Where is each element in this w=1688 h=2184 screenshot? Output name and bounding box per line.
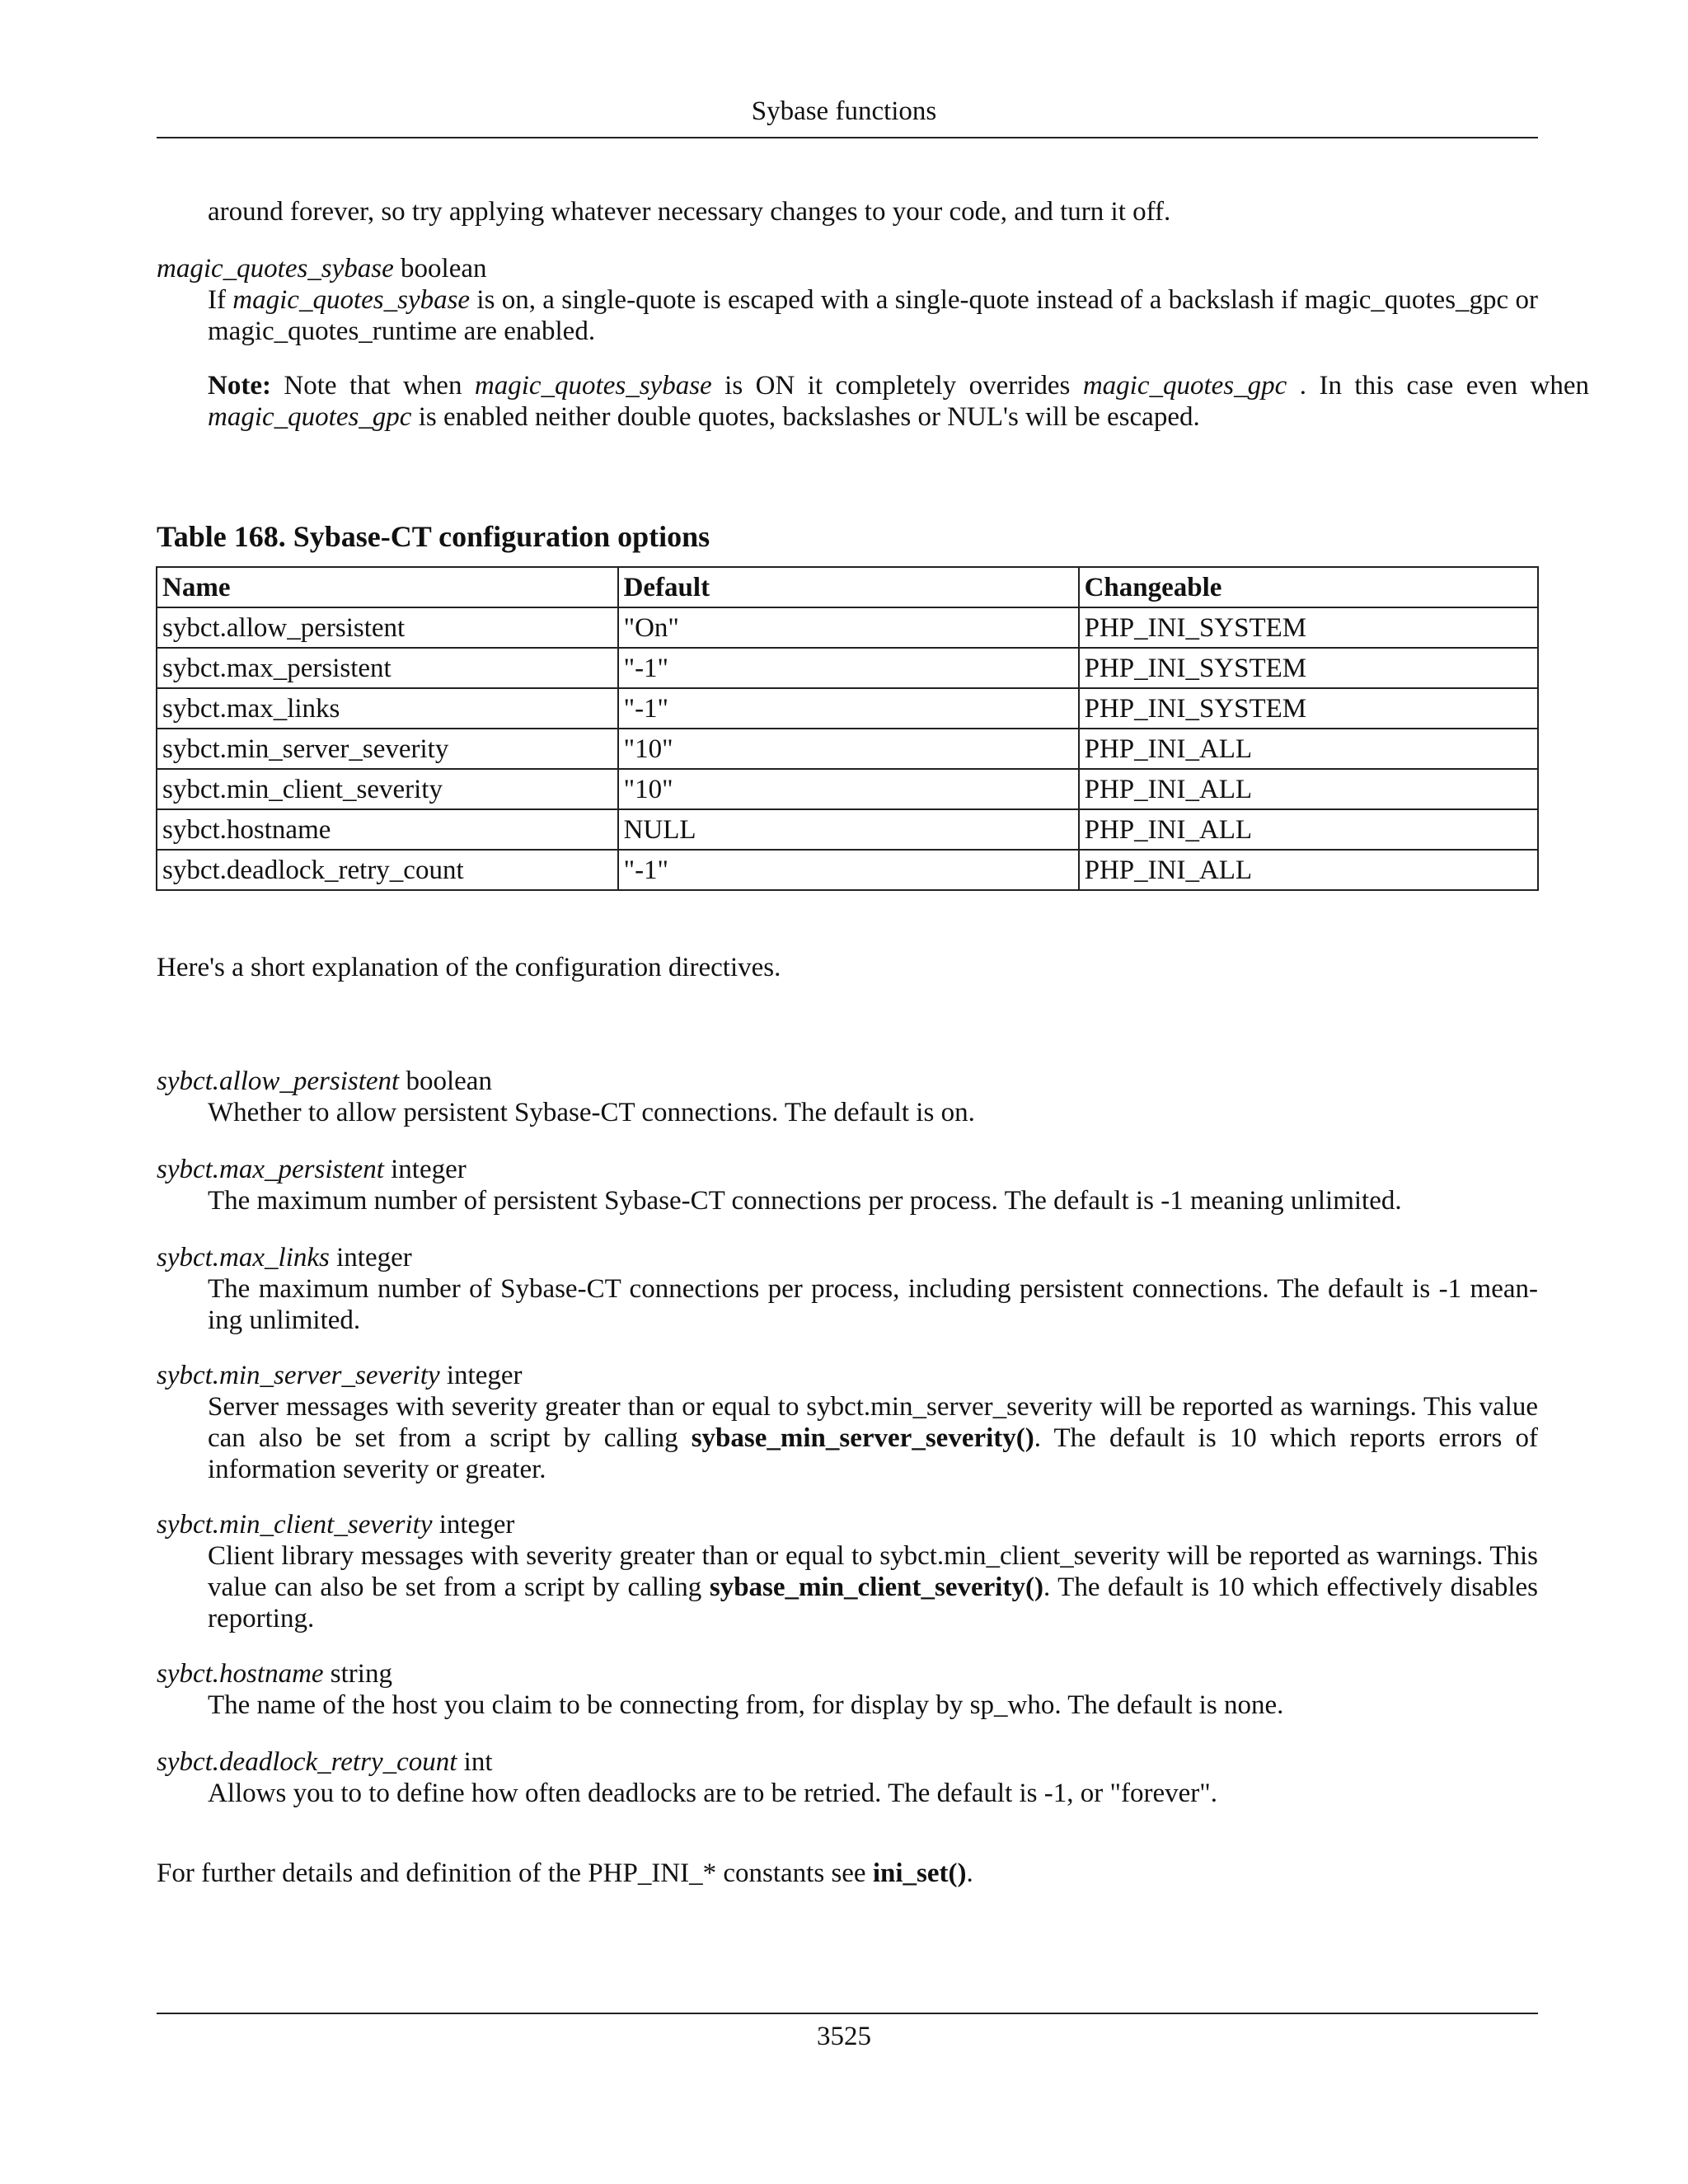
footer-rule <box>157 2013 1538 2014</box>
table-row <box>157 607 1538 648</box>
directive-entry <box>157 1066 1538 1128</box>
table-cell: "-1" <box>618 850 1079 890</box>
table-cell: PHP_INI_ALL <box>1079 729 1538 769</box>
table-row <box>157 729 1538 769</box>
column-header: Changeable <box>1079 567 1538 607</box>
table-cell: sybct.min_server_severity <box>157 729 618 769</box>
directive-description: If magic_quotes_sybase is on, a single-quote is escaped with a single-quote instead of a backslash if magic_quotes_gpc or magic_quotes_runtime are enabled. <box>208 285 1538 346</box>
directive-description: Server messages with severity greater than or equal to sybct.min_server_severity will be reported as warnings. This value can also be set from a script by calling sybase_min_server_severity(). The default is 10 which reports errors of information severity or greater. <box>208 1392 1538 1484</box>
table-cell: PHP_INI_SYSTEM <box>1079 688 1538 729</box>
header-rule <box>157 137 1538 138</box>
table-cell: "10" <box>618 769 1079 809</box>
note-paragraph: Note: Note that when magic_quotes_sybase is ON it completely overrides magic_quotes_gpc . In this case even when magic_quotes_gpc is enabled neither double quotes, backslashes or NUL's will be escaped. <box>208 371 1589 432</box>
config-table <box>156 566 1539 891</box>
directive-entry <box>157 1658 1538 1721</box>
directive-entry <box>157 1746 1538 1809</box>
table-cell: PHP_INI_ALL <box>1079 850 1538 890</box>
directive-term: sybct.allow_persistent <box>157 1066 400 1096</box>
table-cell: sybct.deadlock_retry_count <box>157 850 618 890</box>
directive-entry <box>157 1509 1538 1634</box>
table-cell: PHP_INI_ALL <box>1079 809 1538 850</box>
directive-term: sybct.max_persistent <box>157 1155 384 1184</box>
column-header: Name <box>157 567 618 607</box>
page-number: 3525 <box>817 2022 871 2051</box>
table-cell: sybct.min_client_severity <box>157 769 618 809</box>
footer-note: For further details and definition of the PHP_INI_* constants see ini_set(). <box>157 1858 973 1888</box>
table-cell: "-1" <box>618 648 1079 688</box>
table-row <box>157 809 1538 850</box>
function-link: sybase_min_server_severity() <box>691 1423 1034 1453</box>
table-title: Table 168. Sybase-CT configuration options <box>157 520 710 553</box>
directive-type: boolean <box>406 1066 492 1096</box>
directive-term: sybct.min_server_severity <box>157 1361 440 1390</box>
directive-type: string <box>330 1659 392 1689</box>
table-cell: "-1" <box>618 688 1079 729</box>
directive-term: sybct.max_links <box>157 1243 330 1272</box>
note-label: Note: <box>208 371 271 401</box>
directive-term: sybct.deadlock_retry_count <box>157 1747 457 1777</box>
directive-description: Whether to allow persistent Sybase-CT connections. The default is on. <box>208 1098 975 1127</box>
running-header: Sybase functions <box>751 96 937 126</box>
directive-type: integer <box>446 1361 523 1390</box>
directive-description: The maximum number of persistent Sybase-CT connections per process. The default is -1 meaning unlimited. <box>208 1186 1402 1216</box>
directive-type: int <box>463 1747 493 1777</box>
table-cell: "10" <box>618 729 1079 769</box>
directive-description: The maximum number of Sybase-CT connections per process, including persistent connections. The default is -1 mean-ing unlimited. <box>208 1274 1538 1335</box>
table-cell: "On" <box>618 607 1079 648</box>
directive-type: integer <box>336 1243 412 1272</box>
column-header: Default <box>618 567 1079 607</box>
directive-description: Client library messages with severity greater than or equal to sybct.min_client_severity will be reported as warnings. This value can also be set from a script by calling sybase_min_client_severity(). The default is 10 which effectively disables reporting. <box>208 1541 1538 1633</box>
intro-continuation: around forever, so try applying whatever necessary changes to your code, and turn it off. <box>208 197 1171 227</box>
directive-term: sybct.hostname <box>157 1659 324 1689</box>
table-cell: sybct.allow_persistent <box>157 607 618 648</box>
table-row <box>157 769 1538 809</box>
magic-quotes-sybase-entry <box>157 253 1538 347</box>
table-row <box>157 688 1538 729</box>
table-cell: sybct.hostname <box>157 809 618 850</box>
table-cell: sybct.max_persistent <box>157 648 618 688</box>
directive-term: sybct.min_client_severity <box>157 1510 433 1540</box>
table-cell: NULL <box>618 809 1079 850</box>
table-cell: PHP_INI_SYSTEM <box>1079 607 1538 648</box>
table-cell: PHP_INI_ALL <box>1079 769 1538 809</box>
directive-type: integer <box>391 1155 467 1184</box>
directive-type: boolean <box>401 254 487 284</box>
directive-description: Allows you to to define how often deadlocks are to be retried. The default is -1, or "forever". <box>208 1779 1217 1808</box>
table-row <box>157 850 1538 890</box>
function-link: sybase_min_client_severity() <box>709 1572 1043 1602</box>
directive-entry <box>157 1154 1538 1216</box>
table-row <box>157 648 1538 688</box>
directive-description: The name of the host you claim to be connecting from, for display by sp_who. The default is none. <box>208 1690 1284 1720</box>
directive-term-line <box>157 253 1538 284</box>
explanation-intro: Here's a short explanation of the configuration directives. <box>157 953 781 982</box>
function-link: ini_set() <box>872 1858 967 1888</box>
table-header-row <box>157 567 1538 607</box>
directive-term: magic_quotes_sybase <box>157 254 394 284</box>
directive-type: integer <box>438 1510 515 1540</box>
table-cell: sybct.max_links <box>157 688 618 729</box>
directive-entry <box>157 1360 1538 1485</box>
directive-entry <box>157 1242 1538 1336</box>
table-cell: PHP_INI_SYSTEM <box>1079 648 1538 688</box>
